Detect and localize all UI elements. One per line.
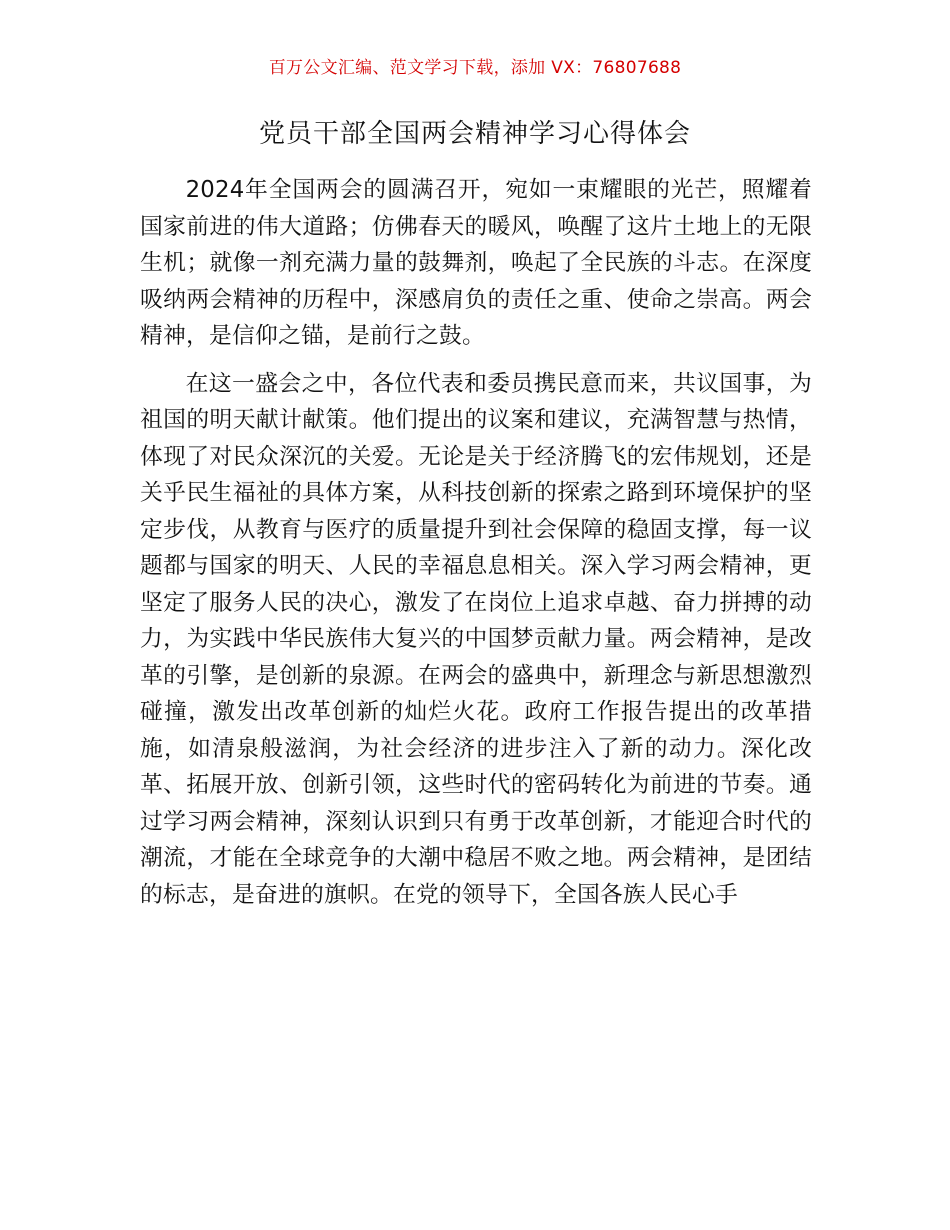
header-promo-note: 百万公文汇编、范文学习下载，添加 VX：76807688 xyxy=(268,58,682,78)
paragraph-1: 2024年全国两会的圆满召开，宛如一束耀眼的光芒，照耀着国家前进的伟大道路；仿佛春天的暖风，唤醒了这片土地上的无限生机；就像一剂充满力量的鼓舞剂，唤起了全民族的斗志。在深度吸纳两会精神的历程中，深感肩负的责任之重、使命之崇高。两会精神，是信仰之锚，是前行之鼓。 xyxy=(140,177,812,349)
paragraph-2: 在这一盛会之中，各位代表和委员携民意而来，共议国事，为祖国的明天献计献策。他们提出的议案和建议，充满智慧与热情，体现了对民众深沉的关爱。无论是关于经济腾飞的宏伟规划，还是关乎民生福祉的具体方案，从科技创新的探索之路到环境保护的坚定步伐，从教育与医疗的质量提升到社会保障的稳固支撑，每一议题都与国家的明天、人民的幸福息息相关。深入学习两会精神，更坚定了服务人民的决心，激发了在岗位上追求卓越、奋力拼搏的动力，为实践中华民族伟大复兴的中国梦贡献力量。两会精神，是改革的引擎，是创新的泉源。在两会的盛典中，新理念与新思想激烈碰撞，激发出改革创新的灿烂火花。政府工作报告提出的改革措施，如清泉般滋润，为社会经济的进步注入了新的动力。深化改革、拓展开放、创新引领，这些时代的密码转化为前进的节奏。通过学习两会精神，深刻认识到只有勇于改革创新，才能迎合时代的潮流，才能在全球竞争的大潮中稳居不败之地。两会精神，是团结的标志，是奋进的旗帜。在党的领导下，全国各族人民心手 xyxy=(140,370,812,908)
document-body xyxy=(140,172,812,913)
document-title: 党员干部全国两会精神学习心得体会 xyxy=(258,119,691,149)
